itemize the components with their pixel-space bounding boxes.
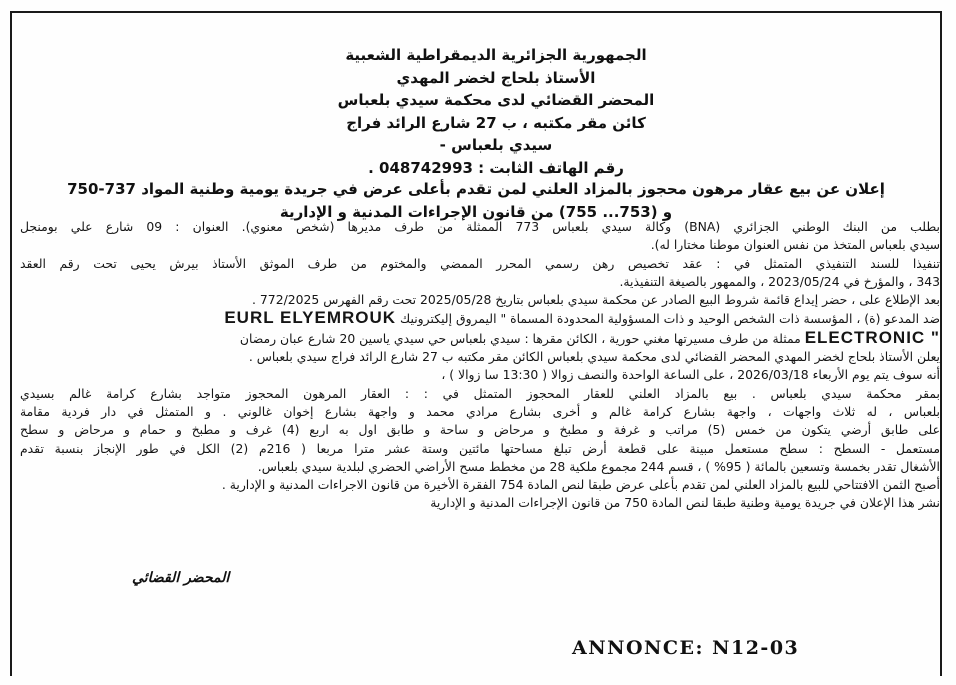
body-line-1: بطلب من البنك الوطني الجزائري (BNA) وكالة سيدي بلعباس 773 الممثلة من طرف مديرها (شخص معنوي). العنوان : 09 شارع علي بومنجل — [20, 219, 940, 234]
body-line-13: مستعمل - السطح : سطح مستعمل مبينة على قطعة أرض تبلغ مساحتها مائتين وستة عشر مترا مربعا ( 216م (2) الكل في طور الإنجاز بنسبة تقدم — [20, 440, 940, 456]
body-line-3: تنفيذا للسند التنفيذي المتمثل في : عقد تخصيص رهن رسمي المحرر الممضي والمختوم من طرف الموثق الأستاذ بيرش يحيى تحت رقم العقد — [20, 255, 940, 271]
body-line-4: 343 ، والمؤرخ في 2023/05/24 ، والممهور بالصيغة التنفيذية. — [619, 273, 940, 289]
body-line-6 — [20, 309, 940, 328]
header-line-phone: رقم الهاتف الثابت : 048742993 . — [368, 158, 624, 177]
header-block — [276, 44, 716, 179]
company-latin-name-2: ELECTRONIC " — [804, 328, 940, 347]
title-line-2: و (753... 755) من قانون الإجراءات المدنية و الإدارية — [279, 203, 673, 221]
body-line-16: نشر هذا الإعلان في جريدة يومية وطنية طبقا لنص المادة 750 من قانون الإجراءات المدنية و الإدارية — [430, 495, 940, 511]
company-latin-name-1: EURL ELYEMROUK — [224, 309, 397, 328]
header-line-republic: الجمهورية الجزائرية الديمقراطية الشعبية — [345, 46, 647, 64]
title-line-1: إعلان عن بيع عقار مرهون محجوز بالمزاد العلني لمن تقدم بأعلى عرض في جريدة يومية وطنية المواد 737-750 — [67, 180, 885, 198]
defendant-intro: ضد المدعو (ة) ، المؤسسة ذات الشخص الوحيد و ذات المسؤولية المحدودة المسماة " اليمروق إليكترونيك — [400, 311, 940, 327]
header-line-office-address: كائن مقر مكتبه ، ب 27 شارع الرائد فراج — [346, 113, 646, 132]
body-line-2: سيدي بلعباس المتخذ من نفس العنوان موطنا مختارا له). — [650, 237, 940, 253]
header-line-bailiff-name: الأستاذ بلحاج لخضر المهدي — [396, 68, 596, 87]
body-line-12: على طابق أرضي يتكون من خمس (5) مراتب و غرفة و مطبخ و مرحاض و ساحة و طابق اول به اربع (4) غرف و مطبخ و حمام و مرحاض و سطح — [20, 422, 940, 438]
body-line-8: يعلن الأستاذ بلحاج لخضر المهدي المحضر القضائي لدى محكمة سيدي بلعباس الكائن مقر مكتبه ب 27 شارع الرائد فراج سيدي بلعباس . — [248, 349, 940, 365]
body-line-9: أنه سوف يتم يوم الأربعاء 2026/03/18 ، على الساعة الواحدة والنصف زوالا ( 13:30 سا زوالا ) ، — [441, 367, 940, 383]
body-line-15: أصبح الثمن الافتتاحي للبيع بالمزاد العلني لمن تقدم بأعلى عرض طبقا لنص المادة 754 الفقرة الأخيرة من قانون الاجراءات المدنية و الإدارية . — [221, 477, 940, 493]
body-line-10: بمقر محكمة سيدي بلعباس . بيع بالمزاد العلني للعقار المحجوز المتمثل في : : العقار المرهون المحجوز متواجد بشارع كرامة غالم بسيدي — [20, 385, 940, 401]
body-line-5: بعد الإطلاع على ، حضر إيداع قائمة شروط البيع الصادر عن محكمة سيدي بلعباس بتاريخ 2025/05/28 تحت رقم الفهرس 772/2025 . — [252, 292, 940, 308]
annonce-number: ANNONCE: N12-03 — [572, 637, 800, 659]
body-line-14: الأشغال تقدر بخمسة وتسعين بالمائة ( 95% ) ، قسم 244 مجموع ملكية 28 من مخطط مسح الأراضي الحضري لبلدية سيدي بلعباس. — [257, 458, 940, 474]
company-representative: ممثلة من طرف مسيرتها مغني حورية ، الكائن مقرها : سيدي بلعباس حي سيدي ياسين 20 شارع عبان رمضان — [239, 330, 801, 346]
body-line-7 — [20, 329, 940, 348]
announcement-body — [20, 218, 940, 513]
header-line-city: سيدي بلعباس - — [439, 136, 553, 154]
header-line-court: المحضر القضائي لدى محكمة سيدي بلعباس — [337, 91, 655, 109]
bailiff-signature: المحضر القضائي — [132, 570, 230, 586]
body-line-11: بلعباس ، له ثلاث واجهات ، واجهة بشارع كرامة غالم و أخرى بشارع مرادي محمد و واجهة بشارع إخوان غالوني . و المتمثل في دار فردية مقامة — [20, 403, 940, 419]
